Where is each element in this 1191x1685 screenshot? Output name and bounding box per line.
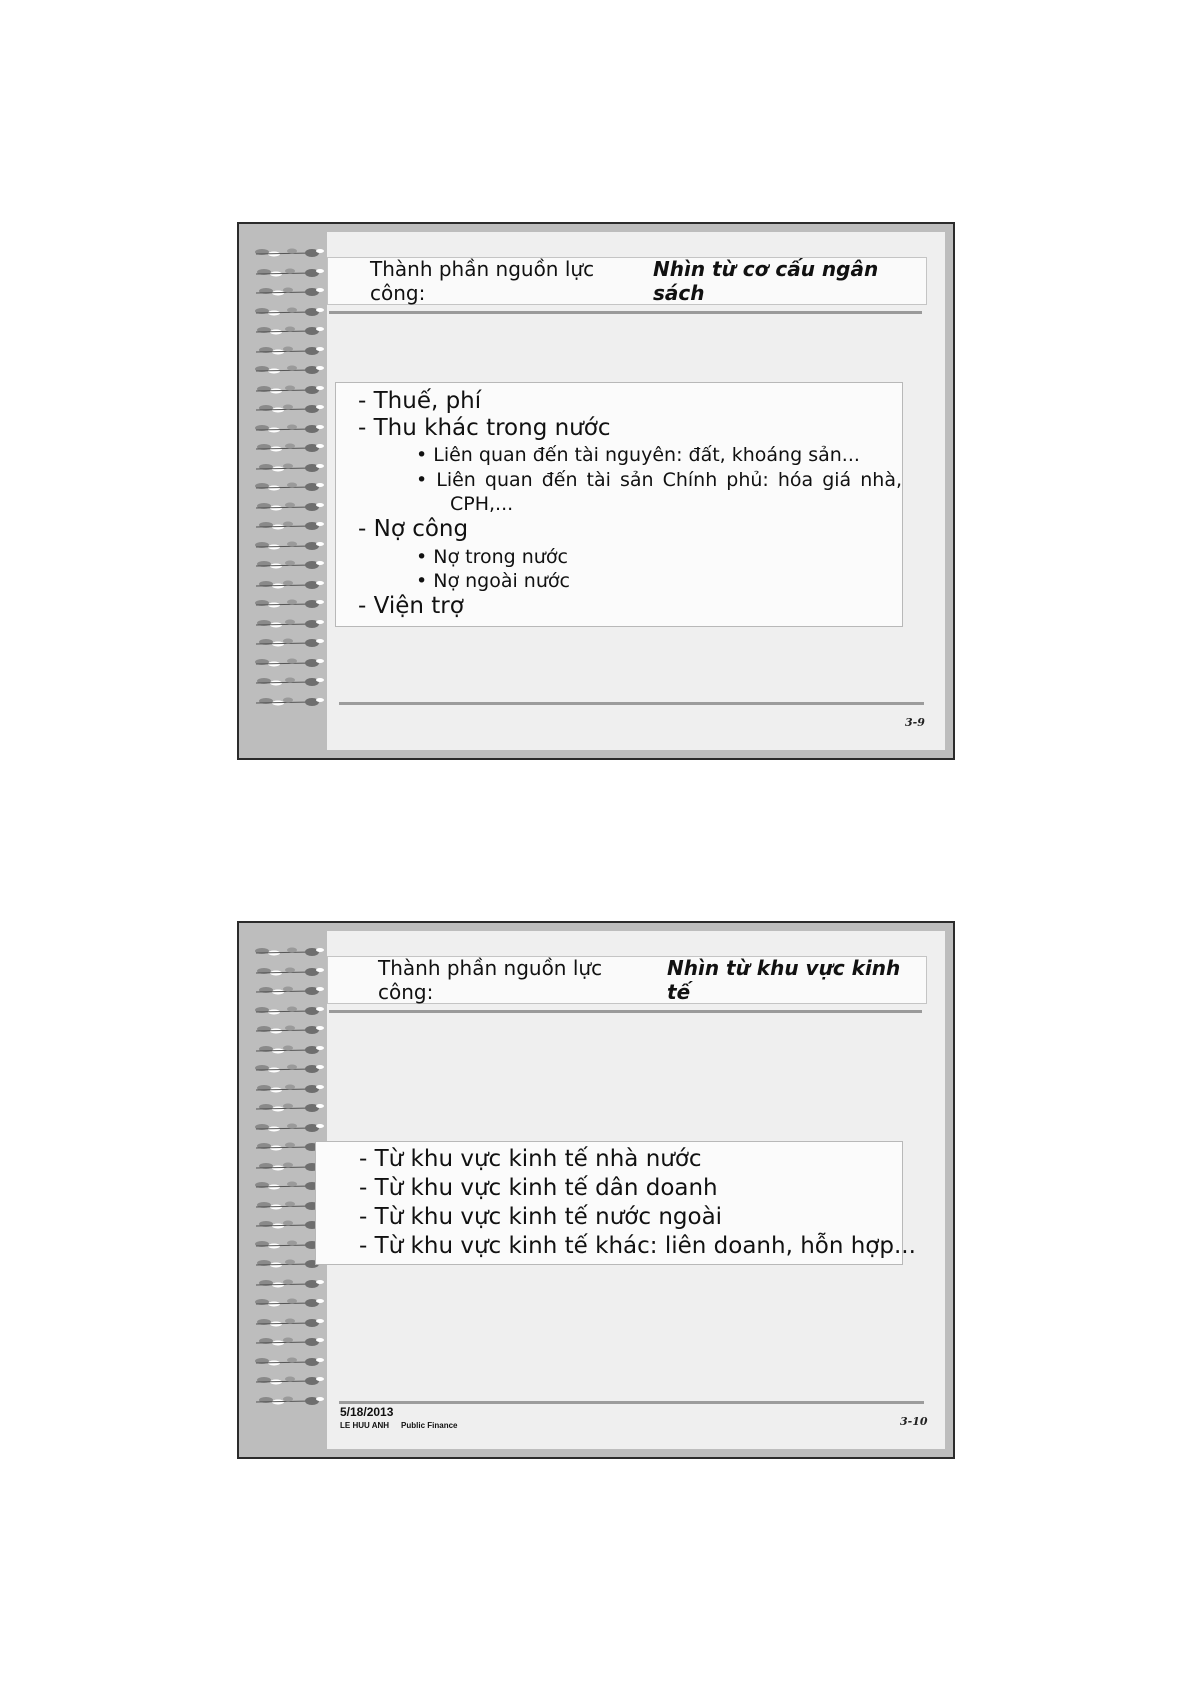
leaf-sprig-icon xyxy=(250,539,330,553)
list-item: CPH,... xyxy=(450,493,514,515)
footer-author xyxy=(340,1421,458,1430)
leaf-sprig-icon xyxy=(250,324,330,338)
list-item: • Liên quan đến tài sản Chính phủ: hóa giá nhà, xyxy=(416,469,903,491)
leaf-sprig-icon xyxy=(250,1335,330,1349)
leaf-sprig-icon xyxy=(250,1277,330,1291)
leaf-sprig-icon xyxy=(250,461,330,475)
leaf-sprig-icon xyxy=(250,383,330,397)
leaf-sprig-icon xyxy=(250,965,330,979)
leaf-sprig-icon xyxy=(250,1394,330,1408)
leaf-sprig-icon xyxy=(250,1062,330,1076)
footer-date: 5/18/2013 xyxy=(340,1405,394,1419)
footer-rule xyxy=(339,702,924,705)
slide-body xyxy=(247,931,945,1449)
slide-number: 3-9 xyxy=(905,716,925,729)
leaf-sprig-icon xyxy=(250,363,330,377)
slide-title-box xyxy=(327,956,927,1004)
leaf-sprig-icon xyxy=(250,695,330,709)
author-name: LE HUU ANH xyxy=(340,1421,390,1430)
leaf-sprig-icon xyxy=(250,402,330,416)
leaf-sprig-icon xyxy=(250,1296,330,1310)
leaf-sprig-icon xyxy=(250,1101,330,1115)
list-item: • Nợ trong nước xyxy=(416,546,568,568)
leaf-sprig-icon xyxy=(250,945,330,959)
content-box xyxy=(335,382,903,627)
slide-title-box xyxy=(327,257,927,305)
footer-rule xyxy=(339,1401,924,1404)
list-item: - Thu khác trong nước xyxy=(358,415,611,441)
leaf-sprig-icon xyxy=(250,246,330,260)
list-item: - Từ khu vực kinh tế nước ngoài xyxy=(359,1204,723,1230)
leaf-sprig-icon xyxy=(250,1023,330,1037)
slide-3-10 xyxy=(237,921,955,1459)
leaf-sprig-icon xyxy=(250,1043,330,1057)
leaf-sprig-icon xyxy=(250,578,330,592)
leaf-sprig-icon xyxy=(250,519,330,533)
leaf-sprig-icon xyxy=(250,344,330,358)
leaf-sprig-icon xyxy=(250,1004,330,1018)
list-item: - Thuế, phí xyxy=(358,388,482,414)
leaf-sprig-icon xyxy=(250,1355,330,1369)
leaf-sprig-icon xyxy=(250,422,330,436)
leaf-sprig-icon xyxy=(250,617,330,631)
slide-title-regular: Thành phần nguồn lực công: xyxy=(378,956,603,1004)
leaf-sprig-icon xyxy=(250,597,330,611)
slide-title-regular: Thành phần nguồn lực công: xyxy=(370,257,595,305)
slide-title-bold: Nhìn từ khu vực kinh tế xyxy=(667,956,901,1004)
title-underline xyxy=(329,311,922,314)
leaf-sprig-icon xyxy=(250,285,330,299)
leaf-sprig-icon xyxy=(250,656,330,670)
course-name: Public Finance xyxy=(401,1421,458,1430)
leaf-sprig-icon xyxy=(250,558,330,572)
leaf-sprig-icon xyxy=(250,305,330,319)
leaf-sprig-icon xyxy=(250,480,330,494)
leaf-sprig-icon xyxy=(250,984,330,998)
leaf-sprig-icon xyxy=(250,675,330,689)
slide-3-9 xyxy=(237,222,955,760)
list-item: - Viện trợ xyxy=(358,593,464,619)
leaf-sprig-icon xyxy=(250,636,330,650)
slide-title-bold: Nhìn từ cơ cấu ngân sách xyxy=(653,257,879,305)
title-underline xyxy=(329,1010,922,1013)
leaf-sprig-icon xyxy=(250,1121,330,1135)
content-box xyxy=(315,1141,916,1265)
list-item: - Từ khu vực kinh tế dân doanh xyxy=(359,1175,718,1201)
slide-body xyxy=(247,232,945,750)
list-item: • Nợ ngoài nước xyxy=(416,570,570,592)
leaf-sprig-icon xyxy=(250,1374,330,1388)
leaf-sprig-icon xyxy=(250,266,330,280)
list-item: • Liên quan đến tài nguyên: đất, khoáng sản... xyxy=(416,444,860,466)
leaf-sprig-icon xyxy=(250,1316,330,1330)
slide-number: 3-10 xyxy=(900,1415,928,1428)
list-item: - Nợ công xyxy=(358,516,469,542)
list-item: - Từ khu vực kinh tế nhà nước xyxy=(359,1146,702,1172)
leaf-sprig-icon xyxy=(250,441,330,455)
leaf-sprig-icon xyxy=(250,500,330,514)
decorative-sprig-border xyxy=(247,232,327,750)
list-item: - Từ khu vực kinh tế khác: liên doanh, hỗn hợp... xyxy=(359,1233,916,1259)
leaf-sprig-icon xyxy=(250,1082,330,1096)
